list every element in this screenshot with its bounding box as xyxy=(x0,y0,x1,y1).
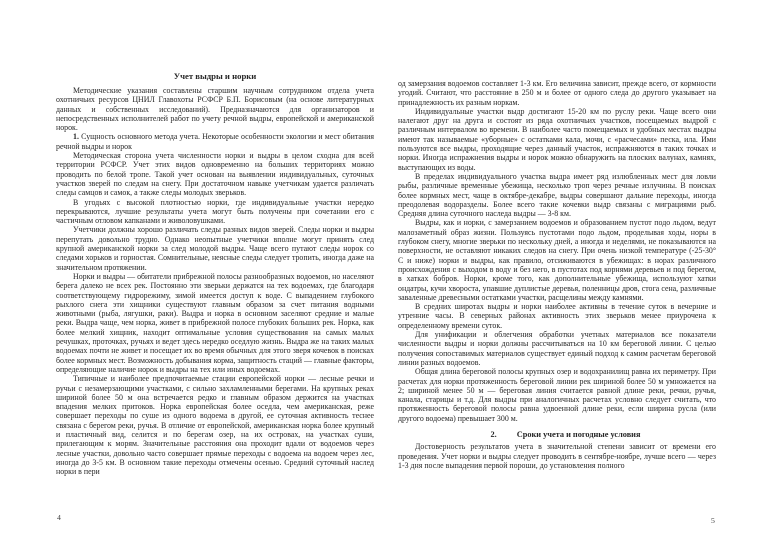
page-number-right: 5 xyxy=(711,516,715,525)
paragraph: Общая длина береговой полосы крупных озер и водохранилищ равна их периметру. При расчетах для норки протяженность береговой линии рек шириной более 50 м умножается на 2; шириной менее 50 м — береговая линия считается равной длине реки, речки, ручья, канала, старицы и т.д. Для выдры при аналогичных расчетах условно следует считать, что протяженность береговой полосы равна удвоенной длине реки, если ширина русла (или другого водоема) превышает 300 м. xyxy=(398,367,716,423)
page-left xyxy=(56,71,374,499)
paragraph: В средних широтах выдры и норки наиболее активны в течение суток в вечерние и утренние часы. В северных районах активность этих зверьков менее приурочена к определенному времени суток. xyxy=(398,302,716,330)
page-number-left: 4 xyxy=(57,513,61,522)
section-2-title: Сроки учета и погодные условия xyxy=(516,429,641,439)
document-title: Учет выдры и норки xyxy=(173,71,257,81)
section-2-number: 2. xyxy=(490,429,497,439)
paragraph: Индивидуальные участки выдр достигают 15-20 км по руслу реки. Чаще всего они налегают друг на друга и состоят из ряда охотничьих участков, посещаемых выдрой с различным интервалом во времени. В наиболее часто помещаемых и удобных местах выдры имеют так называемые «уборные» с остатками кала, мочи, с «расчесами» песка, ила. Ими пользуются все выдры, проходящие через данный участок, испражняются в таких точках и норки. Иногда испражнения выдры и норок можно обнаружить на плоских валунах, камнях, выступающих из воды. xyxy=(398,106,716,172)
paragraph: В пределах индивидуального участка выдра имеет ряд излюбленных мест для ловли рыбы, различные временные убежища, несколько троп через речные излучины. В поисках более кормных мест, чаще в октябре-декабре, выдры совершают дальние переходы, иногда преодолевая водоразделы. Более всего такие кочевки выдр связаны с миграциями рыб. Средняя длина суточного наследа выдры — 3-8 км. xyxy=(398,171,716,219)
paragraph: Типичные и наиболее предпочитаемые стации европейской норки — лесные речки и ручьи с незамерзающими участками, с сильно захламленными берегами. На крупных реках шириной более 50 м она встречается редко и главным образом держится на участках впадения мелких притоков. Норка европейская более оседла, чем американская, реже совершает переходы по суше из одного водоема в другой, ее суточная активность теснее связана с берегом реки, ручья. В отличие от европейской, американская норка более крупный и пластичный вид, селится и по берегам озер, на их островах, на участках суши, прилегающим к морям. Значительные расстояния она проходит вдали от водоемов через лесные участки, довольно часто совершает прямые переходы с водоема на водоем через лес, иногда до 3-5 км. В основном такие переходы отмечены осенью. Средний суточный наслед норки в пери xyxy=(56,374,374,477)
paragraph: Выдры, как и норки, с замерзанием водоемов и образованием пустот подо льдом, ведут малозаметный образ жизни. Пользуясь пустотами подо льдом, проделывая ходы, норы в глубоком снегу, многие зверьки по нескольку дней, а иногда и неделями, не показываются на поверхности, не оставляют никаких следов на снегу. При очень низкой температуре (-25-30° С и ниже) норки и выдры, как правило, отсиживаются в убежищах: в норах различного происхождения с выходом в воду и без него, в пустотах под корнями деревьев и под берегом, в хатках бобров. Норки, кроме того, как дополнительные убежища, используют хатки ондатры, кучи хвороста, упавшие дуплистые деревья, поленницы дров, стога сена, различные заваленные древесными остатками участки, расщелины между камнями. xyxy=(398,218,716,302)
paragraph: Норки и выдры — обитатели прибрежной полосы разнообразных водоемов, но населяют берега далеко не всех рек. Постоянно эти зверьки держатся на тех водоемах, где благодаря соответствующему гидрорежиму, зимой имеется доступ к воде. С выпадением глубокого рыхлого снега эти хищники существуют главным образом за счет питания водными животными (рыба, лягушки, раки). Выдра и норка в основном заселяют средние и малые реки. Выдра чаще, чем норка, живет в прибрежной полосе глубоких больших рек. Норка, как более мелкий хищник, находит оптимальные условия существования на самых малых речушках, проточках, ручьях и ведет здесь нередко оседлую жизнь. Выдра же на таких малых водоемах почти не живет и посещает их во время обычных для этого зверя кочевок в поисках более кормных мест. Возможность добывания корма, защитность стаций — главные факторы, определяющие наличие норок и выдры на тех или иных водоемах. xyxy=(56,271,374,374)
paragraph: Достоверность результатов учета в значительной степени зависит от времени его проведения. Учет норки и выдры следует проводить в сентябре-ноябре, лучше всего — через 1-3 дня после выпадения первой пороши, до установления полного xyxy=(398,442,716,470)
paragraph-intro: Методические указания составлены старшим научным сотрудником отдела учета охотничьих ресурсов ЦНИЛ Главохоты РСФСР Б.П. Борисовым (на основе литературных данных и собственных исследований). Предназначаются для организаторов и непосредственных исполнителей работ по учету речной выдры, европейской и американской норок. xyxy=(56,86,374,133)
section-1-heading-paragraph xyxy=(56,132,374,151)
paragraph: Для унификации и облегчения обработки учетных материалов все показатели численности выдры и норки должны рассчитываться на 10 км береговой линии. С целью получения сопоставимых материалов существует единый подход к самим расчетам береговой линии разных водоемов. xyxy=(398,330,716,367)
section-1-number: 1. xyxy=(73,132,79,142)
paragraph: Методическая сторона учета численности норки и выдры в целом сходна для всей территории РСФСР. Учет этих видов одновременно на больших территориях можно проводить по белой тропе. Такой учет основан на выявлении индивидуальных, суточных участков зверей по следам на снегу. При достаточном навыке учетчикам удается различать следы самцов и самок, а также следы молодых зверьков. xyxy=(56,151,374,198)
page-right xyxy=(398,79,716,499)
paragraph: Учетчики должны хорошо различать следы разных видов зверей. Следы норки и выдры перепутать довольно трудно. Однако неопытные учетчики вполне могут принять след крупной американской норки за след молодой выдры. Чаще всего путают следы норок со следами хорьков и горностая. Сомнительные, неясные следы следует тропить, иногда даже на значительном протяжении. xyxy=(56,225,374,272)
section-2-heading xyxy=(398,430,716,439)
paragraph-continuation: од замерзания водоемов составляет 1-3 км. Его величина зависит, прежде всего, от кормности угодий. Считают, что расстояние в 250 м и более от одного следа до другого указывает на принадлежность их разным норкам. xyxy=(398,79,716,107)
section-1-text: Сущность основного метода учета. Некоторые особенности экологии и мест обитания речной выдры и норок xyxy=(56,132,374,151)
paragraph: В угодьях с высокой плотностью норки, где индивидуальные участки нередко перекрываются, лучшие результаты учета могут быть получены при сочетании его с частичным отловом капканами и живоловушками. xyxy=(56,197,374,226)
